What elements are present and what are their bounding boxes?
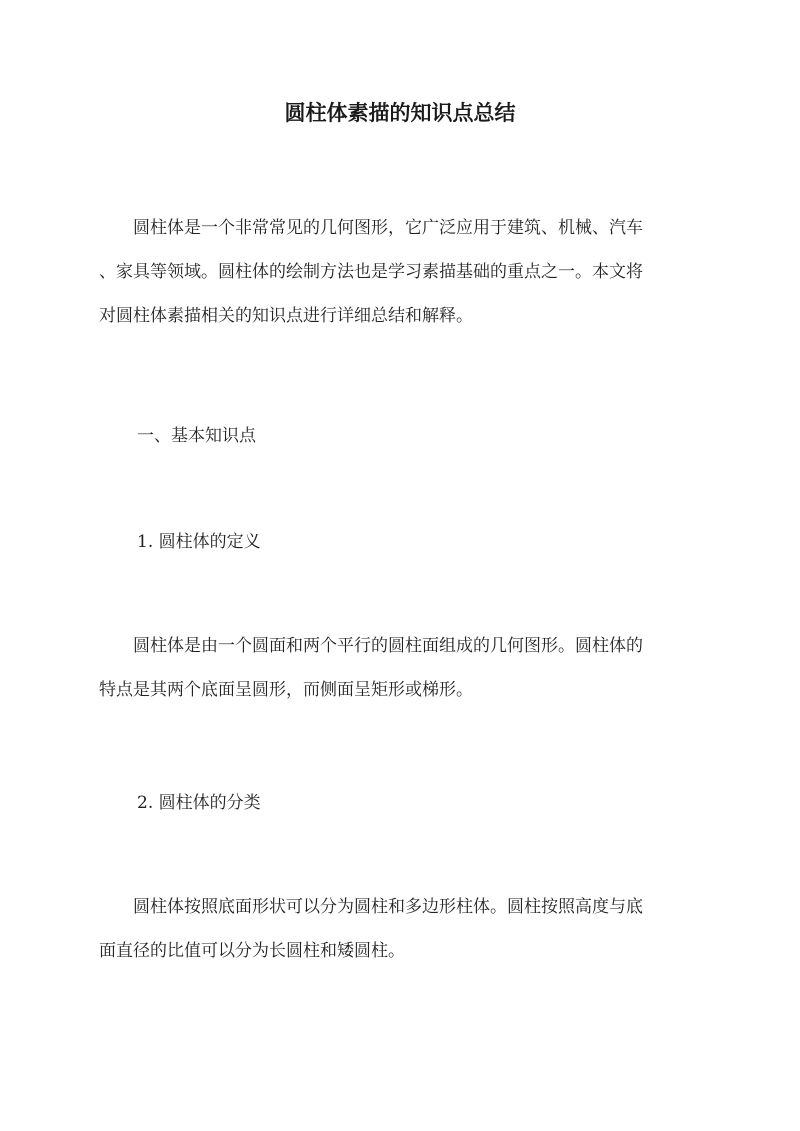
classification-line-1: 圆柱体按照底面形状可以分为圆柱和多边形柱体。圆柱按照高度与底 bbox=[99, 897, 643, 917]
document-title: 圆柱体素描的知识点总结 bbox=[284, 100, 516, 125]
intro-line-1: 圆柱体是一个非常常见的几何图形，它广泛应用于建筑、机械、汽车 bbox=[99, 218, 643, 238]
subsection-heading-definition: 1. 圆柱体的定义 bbox=[137, 532, 261, 552]
intro-line-2: 、家具等领域。圆柱体的绘制方法也是学习素描基础的重点之一。本文将 bbox=[99, 262, 643, 282]
subsection-heading-classification: 2. 圆柱体的分类 bbox=[137, 793, 261, 813]
definition-paragraph bbox=[99, 624, 705, 712]
section-heading-basic-knowledge: 一、基本知识点 bbox=[137, 426, 256, 446]
classification-line-2: 面直径的比值可以分为长圆柱和矮圆柱。 bbox=[99, 941, 405, 961]
intro-paragraph bbox=[99, 206, 705, 338]
definition-line-2: 特点是其两个底面呈圆形，而侧面呈矩形或梯形。 bbox=[99, 680, 473, 700]
definition-line-1: 圆柱体是由一个圆面和两个平行的圆柱面组成的几何图形。圆柱体的 bbox=[99, 636, 643, 656]
intro-line-3: 对圆柱体素描相关的知识点进行详细总结和解释。 bbox=[99, 306, 473, 326]
classification-paragraph bbox=[99, 885, 705, 973]
